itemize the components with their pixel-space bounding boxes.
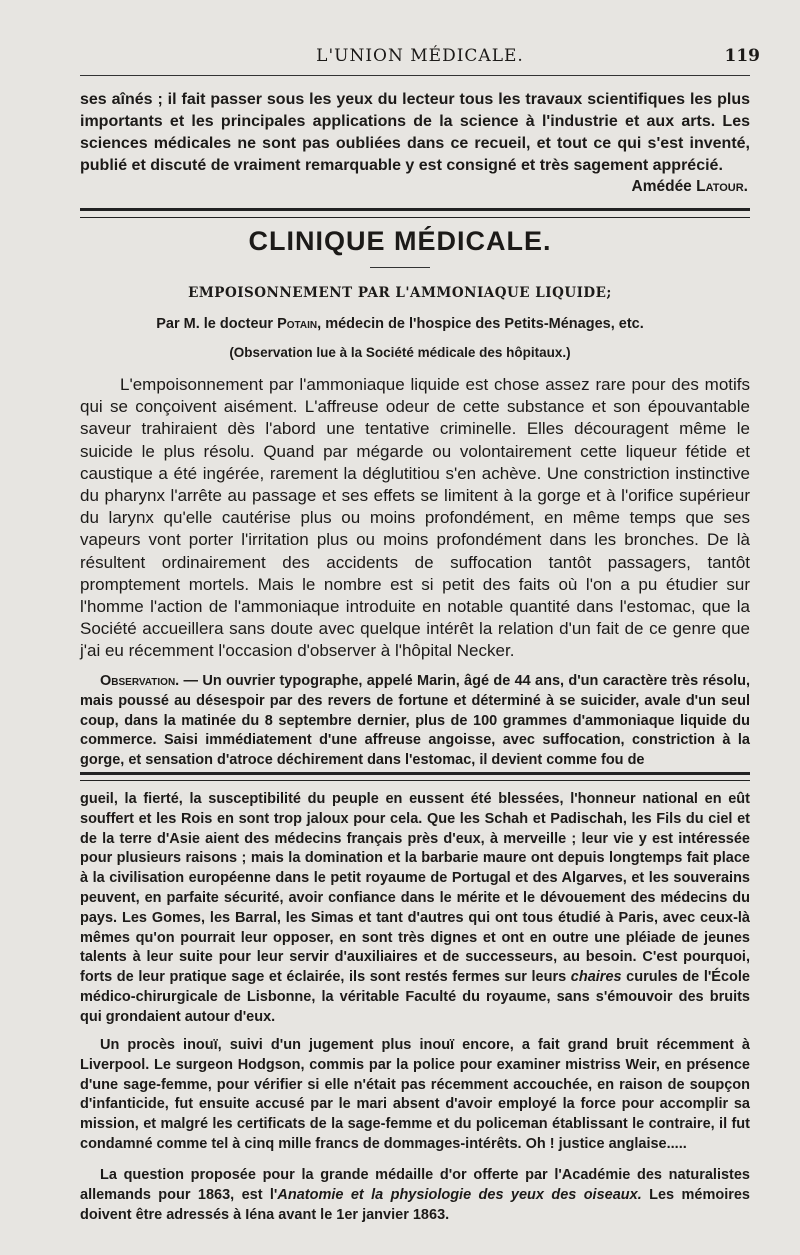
feuilleton-p3-part-a: La question proposée pour la grande médaille d'or offerte par l'Académie des naturalistes allemands pour 1863, est l' bbox=[80, 1167, 750, 1203]
byline-prefix: Par M. le docteur bbox=[156, 316, 274, 332]
article-subtitle: EMPOISONNEMENT PAR L'AMMONIAQUE LIQUIDE; bbox=[188, 285, 612, 301]
running-header bbox=[80, 44, 760, 74]
heading-rule bbox=[370, 267, 430, 268]
signature-last: Latour. bbox=[696, 178, 748, 195]
feuilleton-p1-emphasis: chaires bbox=[570, 969, 622, 986]
section-divider bbox=[80, 208, 750, 218]
feuilleton-paragraph-2 bbox=[80, 1036, 750, 1155]
journal-title: L'UNION MÉDICALE. bbox=[316, 46, 524, 66]
feuilleton-p1-part-b: curules de l'École médico-chirurgicale de Lisbonne, la véritable Faculté du royaume, sans s'émouvoir des bruits qui grondaient autour d'eux. bbox=[80, 969, 750, 1025]
observation-paragraph bbox=[80, 672, 750, 771]
feuilleton-p1-part-a: gueil, la fierté, la susceptibilité du peuple en eussent été blessées, l'honneur national en eût souffert et les Rois en sont trop jaloux pour cela. Que les Schah et Padischah, les Fils du ciel et de la terre d'Asie aient des médecins français près d'eux, à merveille ; leur vie y est intéressée pour plusieurs raisons ; mais la domination et la barbarie maure ont depuis longtemps fait place à la civilisation européenne dans le petit royaume de Portugal et des Algarves, et les souverains peuvent, en parfaite sécurité, avoir confiance dans le mérite et le dévouement des médecins du pays. Les Gomes, les Barral, les Simas et tant d'autres qui ont tous étudié à Paris, avec ceux-là mêmes qu'on pourrait leur opposer, en sont très dignes et ont en outre une pléiade de jeunes talents à leur suite pour leur servir d'auxiliaires et de successeurs, au besoin. C'est pourquoi, forts de leur pratique sage et éclairée, ils sont restés fermes sur leurs bbox=[80, 791, 750, 986]
author-name: Potain bbox=[277, 316, 318, 332]
feuilleton-p3-part-b: Les mémoires doivent être adressés à Iéna avant le 1er janvier 1863. bbox=[80, 1186, 750, 1223]
page-number: 119 bbox=[724, 46, 760, 66]
intro-paragraph: ses aînés ; il fait passer sous les yeux du lecteur tous les travaux scientifiques les plus importants et les principales applications de la science à l'industrie et aux arts. Les sciences médicales ne sont pas oubliées dans ce recueil, et tout ce qui s'est inventé, publié et discuté de vraiment remarquable y est consigné et très sagement apprécié. bbox=[80, 91, 750, 174]
section-heading: CLINIQUE MÉDICALE. bbox=[248, 226, 552, 256]
feuilleton-divider bbox=[80, 772, 750, 781]
author-byline bbox=[0, 316, 800, 332]
feuilleton-paragraph-1 bbox=[80, 790, 750, 1028]
feuilleton-p3-emphasis: Anatomie et la physiologie des yeux des oiseaux. bbox=[277, 1186, 642, 1203]
header-rule bbox=[80, 75, 750, 76]
byline-suffix: , médecin de l'hospice des Petits-Ménages, etc. bbox=[317, 316, 644, 332]
observation-text: — Un ouvrier typographe, appelé Marin, âgé de 44 ans, d'un caractère très résolu, mais poussé au désespoir par des revers de fortune et déterminé à se suicider, avale d'un seul coup, dans la matinée du 8 septembre dernier, plus de 100 grammes d'ammoniaque liquide du commerce. Saisi immédiatement d'une affreuse angoisse, avec suffocation, constriction à la gorge, et sensation d'atroce déchirement dans l'estomac, il devient comme fou de bbox=[80, 673, 750, 769]
body-paragraph-1-text: L'empoisonnement par l'ammoniaque liquide est chose assez rare pour des motifs qui se conçoivent aisément. L'affreuse odeur de cette substance et son épouvantable saveur trahiraient dès l'abord une tentative criminelle. Elles découragent même le suicide le plus résolu. Quand par mégarde ou volontairement cette liqueur fétide et caustique a été ingérée, rarement la déglutitiou s'en achève. Une constriction instinctive du pharynx l'arrête au passage et ses effets se limitent à la gorge et à l'orifice supérieur du larynx qu'elle cautérise plus ou moins profondément, en même temps que ses vapeurs vont porter l'irritation plus ou moins profondément dans les bronches. De là résultent ordinairement des accidents de suffocation tantôt passagers, tantôt promptement mortels. Mais le nombre est si petit des faits où l'on a pu étudier sur l'homme l'action de l'ammoniaque introduite en notable quantité dans l'estomac, que la Société accueillera sans doute avec quelque intérêt la relation d'un fait de ce genre que j'ai eu récemment l'occasion d'observer à l'hôpital Necker. bbox=[80, 375, 750, 661]
feuilleton-paragraph-3 bbox=[80, 1166, 750, 1225]
body-paragraph-1 bbox=[80, 374, 750, 663]
observation-label: Observation. bbox=[100, 673, 180, 689]
signature bbox=[632, 178, 749, 196]
feuilleton-p2-text: Un procès inouï, suivi d'un jugement plus inouï encore, a fait grand bruit récemment à Liverpool. Le surgeon Hodgson, commis par la police pour examiner mistriss Weir, en présence d'une sage-femme, pour vérifier si elle n'était pas récemment accouchée, en raison de soupçon d'infanticide, fut ensuite accusé par le mari absent d'avoir employé la force pour accomplir sa mission, et malgré les certificats de la sage-femme et du policeman établissant le contraire, il fut condamné comme tel à cinq mille francs de dommages-intérêts. Oh ! justice anglaise..... bbox=[80, 1037, 750, 1152]
presentation-note: (Observation lue à la Société médicale des hôpitaux.) bbox=[229, 345, 571, 360]
signature-first: Amédée bbox=[631, 178, 692, 195]
